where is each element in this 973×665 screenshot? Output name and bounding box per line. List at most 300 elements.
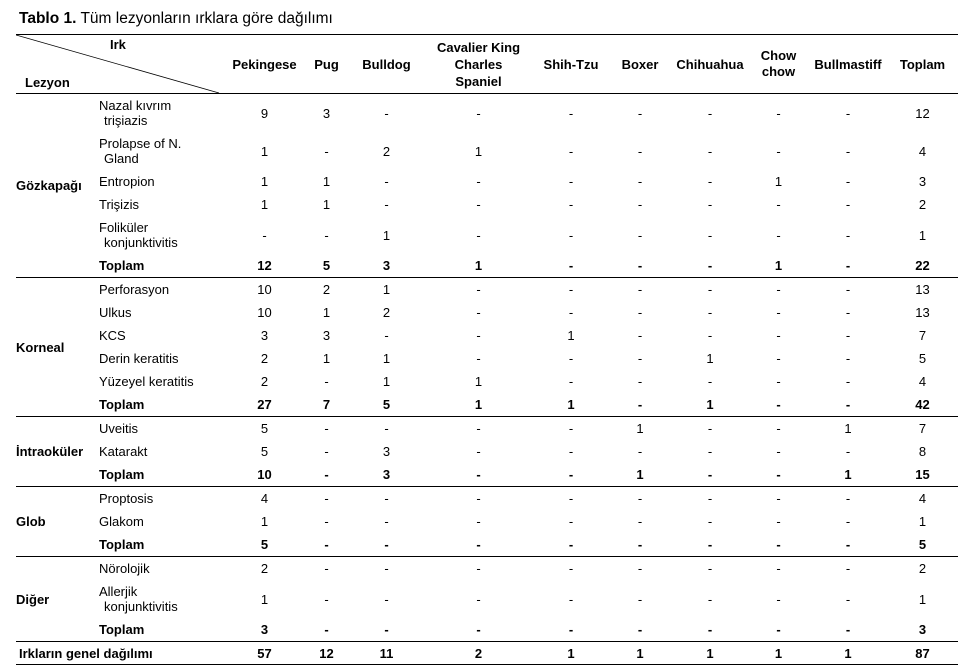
cell-value: -: [568, 258, 574, 273]
column-header: Bulldog: [362, 56, 411, 72]
column-header: Chihuahua: [676, 56, 744, 72]
cell-value: 1: [918, 591, 927, 607]
cell-value: 10: [226, 278, 303, 302]
cell-value: 1: [260, 174, 269, 189]
cell-value: 1: [382, 351, 391, 366]
cell-value: -: [534, 417, 608, 441]
cell-value: 1: [322, 305, 331, 320]
cell-value: 5: [226, 417, 303, 441]
lesion-label: [99, 417, 226, 441]
cell-value: 12: [257, 258, 272, 273]
cell-value: -: [568, 537, 574, 552]
grand-total-value: 11: [350, 642, 423, 665]
cell-value: 2: [382, 143, 391, 159]
cell-value: -: [845, 591, 851, 607]
cell-value: -: [845, 143, 851, 159]
cell-value: -: [384, 591, 389, 607]
grand-total-value: 2: [423, 642, 534, 665]
cell-value: -: [707, 305, 713, 320]
lesion-label-line: Toplam: [99, 467, 145, 482]
cell-value: 1: [260, 591, 269, 607]
lesion-label: [99, 580, 226, 618]
cell-value: -: [637, 351, 643, 366]
table-row: [16, 487, 958, 511]
cell-value: -: [568, 305, 574, 320]
cell-value: 1: [918, 514, 927, 529]
lesion-label-line: trişiazis: [104, 113, 148, 128]
lesion-label: [99, 278, 226, 302]
lesion-label-line: Foliküler: [99, 220, 149, 235]
cell-value: 1: [918, 227, 927, 243]
cell-value: -: [534, 94, 608, 133]
cell-value: -: [568, 143, 574, 159]
group-label: Diğer: [16, 557, 99, 642]
cell-value: 3: [382, 467, 391, 482]
cell-value: -: [384, 537, 389, 552]
grand-total-row: [16, 642, 958, 665]
cell-value: -: [637, 591, 643, 607]
cell-value: 2: [382, 305, 391, 320]
cell-value: -: [324, 444, 329, 459]
cell-value: -: [845, 622, 851, 637]
cell-value: -: [350, 417, 423, 441]
lesion-label-line: Yüzeyel keratitis: [99, 374, 194, 389]
cell-value: -: [637, 197, 643, 212]
corner-top-label: Irk: [110, 37, 126, 52]
group-label: Gözkapağı: [16, 94, 99, 278]
cell-value: -: [672, 557, 748, 581]
cell-value: -: [845, 514, 851, 529]
cell-value: 1: [474, 374, 483, 389]
cell-value: -: [845, 351, 851, 366]
cell-value: -: [534, 487, 608, 511]
cell-value: -: [845, 305, 851, 320]
subtotal-row: [16, 254, 958, 278]
cell-value: -: [776, 397, 781, 412]
cell-value: -: [324, 514, 329, 529]
cell-value: -: [809, 557, 887, 581]
cell-value: -: [384, 174, 389, 189]
column-header: Pekingese: [232, 56, 297, 72]
cell-value: 1: [706, 397, 714, 412]
cell-value: -: [423, 278, 534, 302]
table-body: [16, 94, 958, 665]
cell-value: -: [324, 537, 329, 552]
cell-value: 22: [915, 258, 930, 273]
lesion-label: [99, 370, 226, 393]
cell-value: -: [637, 143, 643, 159]
lesion-label-line: Katarakt: [99, 444, 148, 459]
table-caption: [19, 10, 333, 28]
cell-value: 3: [260, 622, 269, 637]
caption-text: Tüm lezyonların ırklara göre dağılımı: [80, 10, 333, 27]
column-header-text: Cavalier King Charles Spaniel: [436, 39, 521, 89]
column-header-text: Chow chow: [760, 48, 797, 79]
cell-value: 4: [918, 374, 927, 389]
lesion-label-line: Prolapse of N.: [99, 136, 182, 151]
grand-total-value: 12: [303, 642, 350, 665]
cell-value: 1: [322, 351, 331, 366]
cell-value: 1: [567, 397, 575, 412]
cell-value: -: [324, 467, 329, 482]
cell-value: -: [476, 328, 481, 343]
cell-value: -: [534, 278, 608, 302]
grand-total-value: 1: [608, 642, 672, 665]
lesion-label: [99, 324, 226, 347]
cell-value: -: [637, 374, 643, 389]
lesion-label-line: Toplam: [99, 622, 145, 637]
cell-value: 1: [350, 278, 423, 302]
lesion-label-line: Toplam: [99, 397, 145, 412]
lesion-label-line: Allerjik: [99, 584, 138, 599]
cell-value: 2: [918, 197, 927, 212]
cell-value: -: [476, 174, 481, 189]
cell-value: -: [776, 143, 781, 159]
cell-value: -: [707, 591, 713, 607]
cell-value: -: [384, 328, 389, 343]
cell-value: 3: [382, 444, 391, 459]
cell-value: -: [637, 622, 643, 637]
cell-value: 1: [322, 197, 331, 212]
cell-value: -: [568, 514, 574, 529]
cell-value: -: [476, 514, 481, 529]
cell-value: -: [423, 557, 534, 581]
cell-value: 7: [918, 328, 927, 343]
caption-label: Tablo 1.: [19, 10, 77, 27]
cell-value: -: [672, 417, 748, 441]
cell-value: 4: [918, 143, 927, 159]
cell-value: -: [776, 514, 781, 529]
cell-value: -: [707, 197, 713, 212]
cell-value: -: [568, 351, 574, 366]
cell-value: -: [845, 258, 851, 273]
cell-value: -: [262, 227, 267, 243]
cell-value: -: [776, 467, 781, 482]
corner-bottom-label: Lezyon: [25, 75, 70, 90]
grand-total-value: 1: [809, 642, 887, 665]
cell-value: -: [324, 374, 329, 389]
cell-value: 2: [260, 351, 269, 366]
subtotal-row: [16, 533, 958, 557]
lesion-label-line: KCS: [99, 328, 126, 343]
cell-value: -: [776, 374, 781, 389]
subtotal-row: [16, 463, 958, 487]
lesion-label-line: Toplam: [99, 258, 145, 273]
subtotal-label: [99, 533, 226, 557]
table-row: [16, 440, 958, 463]
cell-value: -: [845, 197, 851, 212]
cell-value: -: [476, 444, 481, 459]
table-row: [16, 94, 958, 133]
cell-value: 2: [887, 557, 958, 581]
group-label: Glob: [16, 487, 99, 557]
cell-value: 1: [608, 417, 672, 441]
cell-value: 10: [257, 305, 272, 320]
grand-total-value: 87: [887, 642, 958, 665]
cell-value: -: [707, 328, 713, 343]
cell-value: 1: [322, 174, 331, 189]
cell-value: -: [809, 278, 887, 302]
lesion-label-line: Derin keratitis: [99, 351, 179, 366]
cell-value: -: [384, 622, 389, 637]
cell-value: 3: [322, 328, 331, 343]
subtotal-label: [99, 618, 226, 642]
subtotal-row: [16, 393, 958, 417]
lesion-label-line: konjunktivitis: [104, 599, 178, 614]
cell-value: 7: [322, 397, 331, 412]
grand-total-value: 1: [534, 642, 608, 665]
cell-value: -: [748, 278, 809, 302]
cell-value: 5: [918, 537, 927, 552]
cell-value: -: [845, 397, 851, 412]
lesion-label-line: Ulkus: [99, 305, 132, 320]
cell-value: -: [707, 444, 713, 459]
cell-value: 5: [918, 351, 927, 366]
cell-value: -: [534, 557, 608, 581]
column-header: Shih-Tzu: [543, 56, 599, 72]
lesion-label-line: konjunktivitis: [104, 235, 178, 250]
cell-value: -: [809, 94, 887, 133]
cell-value: 2: [260, 374, 269, 389]
cell-value: -: [608, 487, 672, 511]
cell-value: -: [324, 591, 329, 607]
cell-value: 1: [636, 467, 644, 482]
lesion-label: [99, 193, 226, 216]
cell-value: -: [748, 487, 809, 511]
lesion-label: [99, 510, 226, 533]
cell-value: -: [809, 487, 887, 511]
cell-value: -: [568, 197, 574, 212]
cell-value: -: [776, 197, 781, 212]
cell-value: -: [423, 417, 534, 441]
cell-value: -: [476, 467, 481, 482]
cell-value: 1: [382, 374, 391, 389]
cell-value: -: [707, 374, 713, 389]
corner-cell: [16, 35, 226, 94]
cell-value: 3: [260, 328, 269, 343]
table-row: [16, 580, 958, 618]
lesion-label-line: Entropion: [99, 174, 155, 189]
header-row: [16, 35, 958, 94]
cell-value: -: [476, 197, 481, 212]
cell-value: -: [707, 514, 713, 529]
table-row: [16, 324, 958, 347]
cell-value: -: [776, 591, 781, 607]
cell-value: 1: [706, 351, 714, 366]
cell-value: 1: [774, 258, 783, 273]
cell-value: -: [748, 94, 809, 133]
cell-value: -: [303, 417, 350, 441]
cell-value: 3: [303, 94, 350, 133]
lesion-label: [99, 487, 226, 511]
cell-value: 1: [567, 328, 575, 343]
cell-value: 27: [257, 397, 272, 412]
cell-value: 1: [474, 258, 483, 273]
cell-value: -: [384, 514, 389, 529]
lesion-label: [99, 301, 226, 324]
cell-value: 8: [918, 444, 927, 459]
cell-value: -: [384, 197, 389, 212]
cell-value: -: [776, 444, 781, 459]
cell-value: 10: [257, 467, 272, 482]
cell-value: -: [637, 397, 643, 412]
lesion-label: [99, 216, 226, 254]
cell-value: -: [845, 174, 851, 189]
cell-value: -: [637, 174, 643, 189]
cell-value: -: [672, 487, 748, 511]
lesion-label-line: Perforasyon: [99, 282, 170, 297]
table-row: [16, 417, 958, 441]
cell-value: 42: [915, 397, 930, 412]
cell-value: -: [637, 227, 643, 243]
cell-value: 1: [260, 143, 269, 159]
cell-value: -: [776, 305, 781, 320]
lesion-label-line: Trişizis: [99, 197, 139, 212]
lesion-label-line: Glakom: [99, 514, 144, 529]
cell-value: 15: [915, 467, 930, 482]
cell-value: -: [324, 227, 329, 243]
grand-total-label: Irkların genel dağılımı: [16, 642, 226, 665]
cell-value: -: [303, 487, 350, 511]
cell-value: 4: [226, 487, 303, 511]
cell-value: 4: [887, 487, 958, 511]
subtotal-row: [16, 618, 958, 642]
cell-value: -: [748, 417, 809, 441]
cell-value: -: [845, 227, 851, 243]
cell-value: -: [776, 537, 781, 552]
cell-value: -: [423, 94, 534, 133]
cell-value: -: [324, 622, 329, 637]
cell-value: -: [707, 174, 713, 189]
cell-value: -: [637, 258, 643, 273]
cell-value: -: [476, 227, 481, 243]
cell-value: -: [845, 444, 851, 459]
cell-value: -: [707, 622, 713, 637]
cell-value: -: [608, 278, 672, 302]
cell-value: 13: [887, 278, 958, 302]
cell-value: -: [476, 305, 481, 320]
cell-value: -: [324, 143, 329, 159]
subtotal-label: [99, 393, 226, 417]
cell-value: -: [707, 227, 713, 243]
table-row: [16, 347, 958, 370]
cell-value: -: [707, 467, 713, 482]
cell-value: -: [845, 328, 851, 343]
cell-value: -: [568, 622, 574, 637]
cell-value: 2: [226, 557, 303, 581]
cell-value: 3: [918, 622, 927, 637]
cell-value: 5: [260, 444, 269, 459]
cell-value: 1: [260, 514, 269, 529]
cell-value: -: [350, 557, 423, 581]
cell-value: -: [637, 305, 643, 320]
cell-value: -: [476, 591, 481, 607]
subtotal-label: [99, 463, 226, 487]
grand-total-value: 1: [748, 642, 809, 665]
lesion-label-line: Uveitis: [99, 421, 139, 436]
table-row: [16, 301, 958, 324]
cell-value: 5: [322, 258, 331, 273]
cell-value: -: [476, 622, 481, 637]
cell-value: -: [350, 94, 423, 133]
cell-value: -: [672, 94, 748, 133]
table-row: [16, 510, 958, 533]
cell-value: 12: [887, 94, 958, 133]
cell-value: -: [776, 351, 781, 366]
cell-value: -: [672, 278, 748, 302]
grand-total-value: 57: [226, 642, 303, 665]
cell-value: 3: [918, 174, 927, 189]
distribution-table: [16, 34, 958, 665]
cell-value: 9: [226, 94, 303, 133]
lesion-label: [99, 132, 226, 170]
lesion-label-line: Gland: [104, 151, 139, 166]
cell-value: -: [423, 487, 534, 511]
cell-value: -: [568, 374, 574, 389]
group-label: İntraoküler: [16, 417, 99, 487]
cell-value: 1: [774, 174, 783, 189]
lesion-label: [99, 94, 226, 133]
cell-value: 1: [260, 197, 269, 212]
cell-value: -: [845, 537, 851, 552]
cell-value: -: [776, 622, 781, 637]
lesion-label: [99, 557, 226, 581]
cell-value: 1: [809, 417, 887, 441]
cell-value: -: [776, 227, 781, 243]
cell-value: -: [476, 537, 481, 552]
cell-value: -: [637, 514, 643, 529]
group-label: Korneal: [16, 278, 99, 417]
column-header: [748, 35, 809, 94]
cell-value: -: [568, 174, 574, 189]
cell-value: -: [637, 537, 643, 552]
cell-value: -: [707, 143, 713, 159]
lesion-label-line: Nazal kıvrım: [99, 98, 172, 113]
cell-value: -: [748, 557, 809, 581]
table-row: [16, 132, 958, 170]
cell-value: -: [608, 557, 672, 581]
lesion-label: [99, 440, 226, 463]
table-row: [16, 278, 958, 302]
cell-value: -: [845, 374, 851, 389]
cell-value: 5: [260, 537, 269, 552]
cell-value: -: [568, 444, 574, 459]
lesion-label-line: Nörolojik: [99, 561, 150, 576]
cell-value: 13: [915, 305, 930, 320]
cell-value: 7: [887, 417, 958, 441]
column-header: [423, 35, 534, 94]
table-row: [16, 557, 958, 581]
cell-value: -: [568, 227, 574, 243]
cell-value: -: [776, 328, 781, 343]
table-row: [16, 216, 958, 254]
table-row: [16, 193, 958, 216]
cell-value: -: [608, 94, 672, 133]
cell-value: 1: [474, 143, 483, 159]
column-header: Bullmastiff: [814, 56, 882, 72]
cell-value: 1: [382, 227, 391, 243]
lesion-label: [99, 347, 226, 370]
column-header: Boxer: [621, 56, 659, 72]
column-header: Pug: [314, 56, 339, 72]
cell-value: 3: [382, 258, 391, 273]
cell-value: -: [707, 537, 713, 552]
cell-value: 1: [844, 467, 852, 482]
column-header: Toplam: [899, 56, 946, 72]
cell-value: -: [476, 351, 481, 366]
cell-value: -: [637, 444, 643, 459]
grand-total-value: 1: [672, 642, 748, 665]
